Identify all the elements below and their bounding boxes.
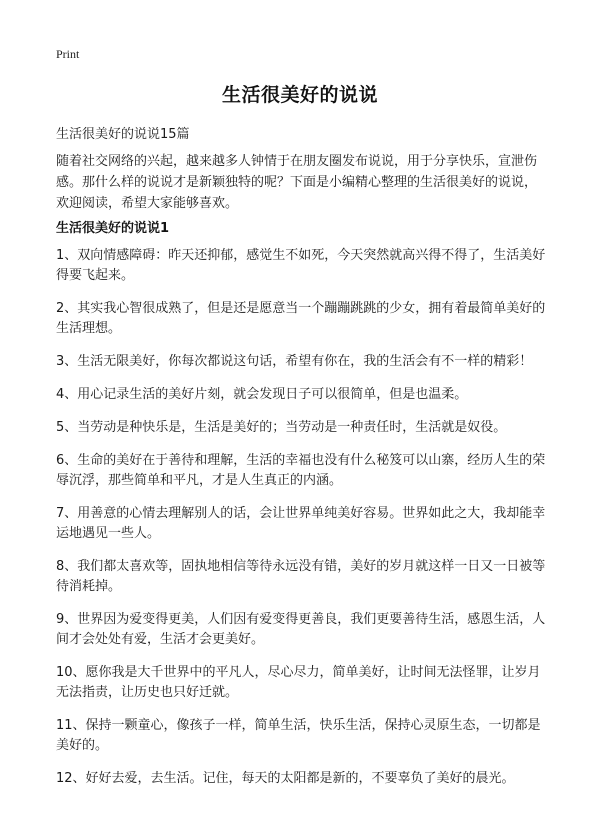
list-item: 2、其实我心智很成熟了，但是还是愿意当一个蹦蹦跳跳的少女，拥有着最简单美好的生活理想。 [56, 301, 546, 336]
list-item: 4、用心记录生活的美好片刻，就会发现日子可以很简单，但是也温柔。 [56, 387, 468, 402]
page-title: 生活很美好的说说 [221, 84, 378, 106]
intro-paragraph: 随着社交网络的兴起，越来越多人钟情于在朋友圈发布说说，用于分享快乐，宣泄伤感。那什么样的说说才是新颖独特的呢？下面是小编精心整理的生活很美好的说说，欢迎阅读，希望大家能够喜欢。 [56, 154, 538, 211]
list-item: 10、愿你我是大千世界中的平凡人，尽心尽力，简单美好，让时间无法怪罪，让岁月无法指责，让历史也只好迁就。 [56, 665, 541, 700]
document-subtitle: 生活很美好的说说15篇 [56, 127, 190, 142]
list-item: 5、当劳动是种快乐是，生活是美好的；当劳动是一种责任时，生活就是奴役。 [56, 420, 507, 435]
list-item: 9、世界因为爱变得更美，人们因有爱变得更善良，我们更要善待生活，感恩生活，人间才会处处有爱，生活才会更美好。 [56, 612, 546, 647]
list-item: 7、用善意的心情去理解别人的话，会让世界单纯美好容易。世界如此之大，我却能幸运地遇见一些人。 [56, 506, 546, 541]
list-item: 8、我们都太喜欢等，固执地相信等待永远没有错，美好的岁月就这样一日又一日被等待消耗掉。 [56, 559, 546, 594]
list-item: 6、生命的美好在于善待和理解，生活的幸福也没有什么秘笈可以山寨，经历人生的荣辱沉浮，那些简单和平凡，才是人生真正的内涵。 [56, 453, 546, 488]
list-item: 11、保持一颗童心，像孩子一样，简单生活，快乐生活，保持心灵原生态，一切都是美好的。 [56, 718, 541, 753]
list-item: 12、好好去爱，去生活。记住，每天的太阳都是新的，不要辜负了美好的晨光。 [56, 771, 515, 786]
list-item: 3、生活无限美好，你每次都说这句话，希望有你在，我的生活会有不一样的精彩！ [56, 354, 533, 369]
print-link[interactable]: Print [56, 47, 80, 61]
section-heading: 生活很美好的说说1 [56, 221, 170, 236]
entry-list [56, 246, 546, 802]
list-item: 1、双向情感障碍：昨天还抑郁，感觉生不如死，今天突然就高兴得不得了，生活美好得要飞起来。 [56, 248, 546, 283]
